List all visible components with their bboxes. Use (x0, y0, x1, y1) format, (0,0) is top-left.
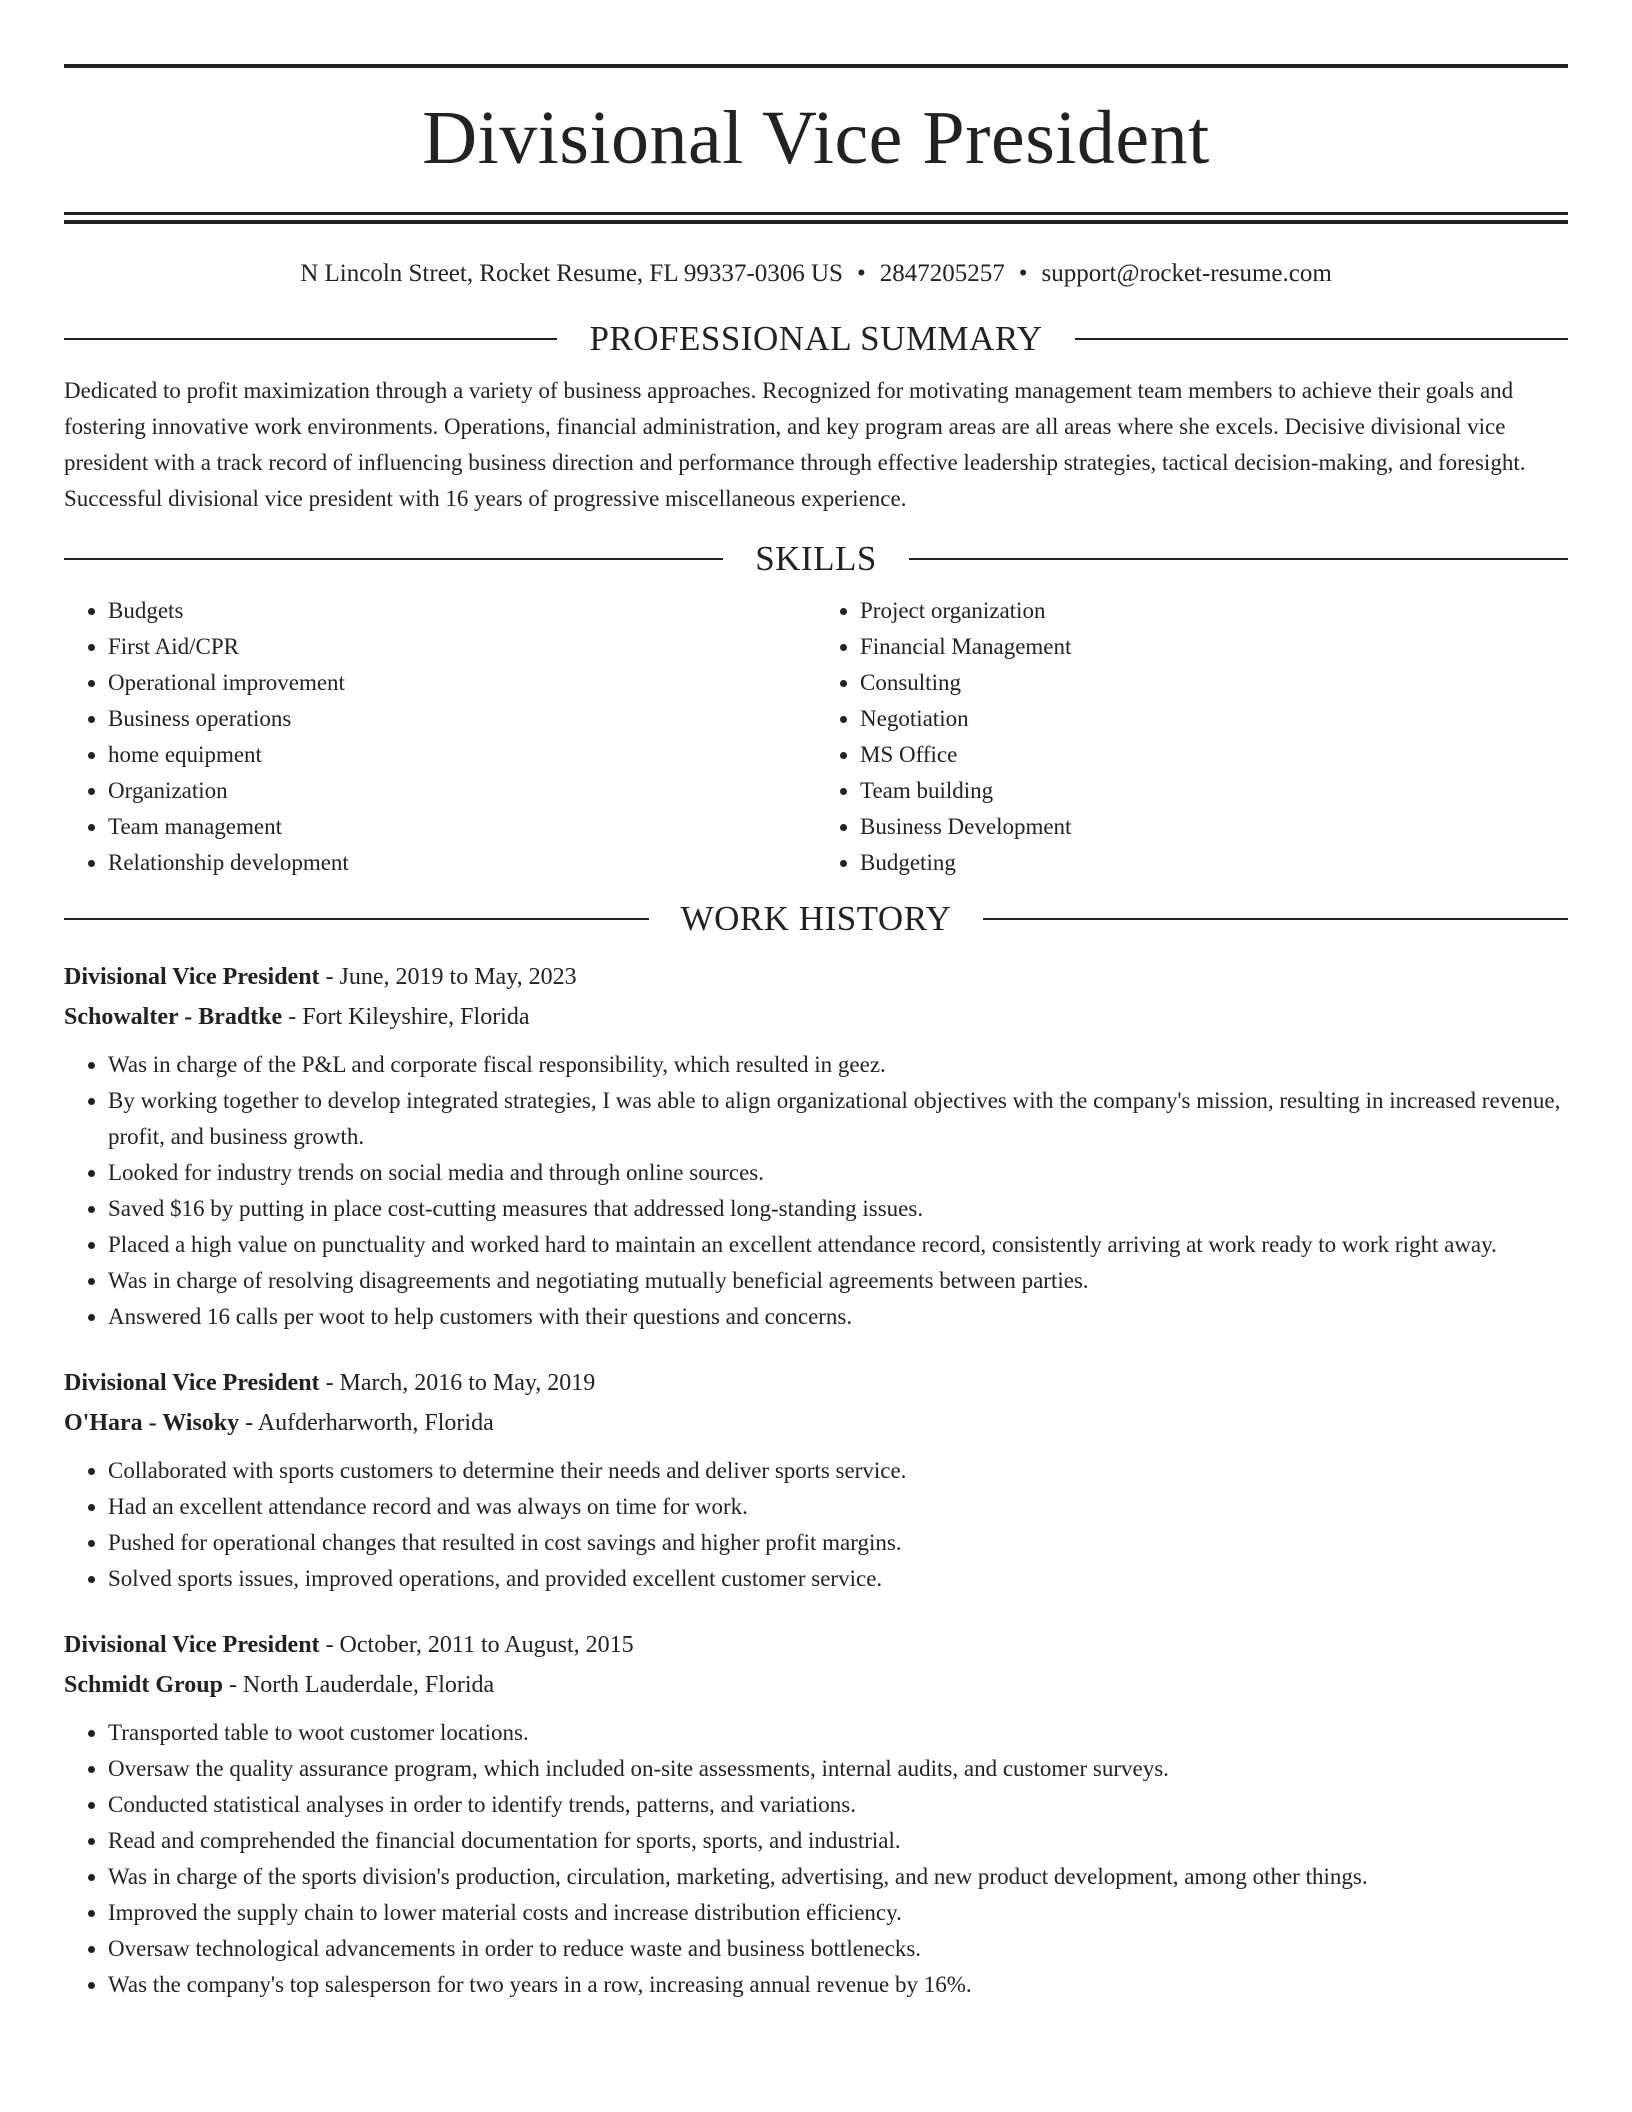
section-title-skills: SKILLS (755, 539, 877, 578)
job-bullet: • Was the company's top salesperson for two years in a row, increasing annual revenue by 16%. (108, 1967, 1568, 2003)
section-header-summary (64, 319, 1568, 359)
skill-item: • Budgets (108, 593, 816, 629)
skill-item: • Financial Management (860, 629, 1568, 665)
job-bullet: • Was in charge of the P&L and corporate fiscal responsibility, which resulted in geez. (108, 1047, 1568, 1083)
job-company-line (64, 1665, 1568, 1705)
section-header-skills (64, 539, 1568, 579)
work-history-list (64, 957, 1568, 2003)
resume-page (64, 64, 1568, 2003)
skill-item: • Team building (860, 773, 1568, 809)
job-bullet: • Answered 16 calls per woot to help customers with their questions and concerns. (108, 1299, 1568, 1335)
skills-list (64, 593, 1568, 881)
job-dates: - October, 2011 to August, 2015 (325, 1632, 634, 1658)
skills-column-left (64, 593, 816, 881)
job-bullet: • Read and comprehended the financial documentation for sports, sports, and industrial. (108, 1823, 1568, 1859)
skill-item: • Negotiation (860, 701, 1568, 737)
job-title-line (64, 1625, 1568, 1665)
job-title: Divisional Vice President (64, 964, 320, 990)
job-company: Schmidt Group (64, 1672, 223, 1698)
section-rule-right (1075, 338, 1568, 340)
job-bullet: • Saved $16 by putting in place cost-cutting measures that addressed long-standing issues. (108, 1191, 1568, 1227)
skill-item: • Team management (108, 809, 816, 845)
section-rule-left (64, 918, 649, 920)
job-bullet: • Collaborated with sports customers to determine their needs and deliver sports service. (108, 1453, 1568, 1489)
contact-line (64, 259, 1568, 289)
job-company: Schowalter - Bradtke (64, 1004, 283, 1030)
job-bullet: • Pushed for operational changes that resulted in cost savings and higher profit margins. (108, 1525, 1568, 1561)
job-bullet: • Looked for industry trends on social media and through online sources. (108, 1155, 1568, 1191)
job-title: Divisional Vice President (64, 1370, 320, 1396)
job-bullet: • Was in charge of the sports division's production, circulation, marketing, advertising, and new product development, among other things. (108, 1859, 1568, 1895)
skill-item: • Operational improvement (108, 665, 816, 701)
job-location: - Aufderharworth, Florida (245, 1410, 494, 1436)
job-company: O'Hara - Wisoky (64, 1410, 240, 1436)
job-entry (64, 1363, 1568, 1597)
job-bullet: • Was in charge of resolving disagreements and negotiating mutually beneficial agreements between parties. (108, 1263, 1568, 1299)
skill-item: • Relationship development (108, 845, 816, 881)
section-rule-right (909, 558, 1568, 560)
job-company-line (64, 997, 1568, 1037)
skill-item: • First Aid/CPR (108, 629, 816, 665)
job-dates: - June, 2019 to May, 2023 (325, 964, 577, 990)
title-double-rule (64, 212, 1568, 224)
job-dates: - March, 2016 to May, 2019 (325, 1370, 596, 1396)
skill-item: • Business operations (108, 701, 816, 737)
job-company-line (64, 1403, 1568, 1443)
section-title-work: WORK HISTORY (680, 899, 952, 938)
job-entry (64, 1625, 1568, 2003)
job-bullet: • Solved sports issues, improved operations, and provided excellent customer service. (108, 1561, 1568, 1597)
skill-item: • Consulting (860, 665, 1568, 701)
skill-item: • Project organization (860, 593, 1568, 629)
skill-item: • MS Office (860, 737, 1568, 773)
job-bullet: • Oversaw the quality assurance program, which included on-site assessments, internal audits, and customer surveys. (108, 1751, 1568, 1787)
job-title-line (64, 1363, 1568, 1403)
resume-title: Divisional Vice President (422, 96, 1210, 180)
job-bullet: • Had an excellent attendance record and was always on time for work. (108, 1489, 1568, 1525)
skill-item: • Business Development (860, 809, 1568, 845)
skills-column-right (816, 593, 1568, 881)
job-bullet: • Conducted statistical analyses in order to identify trends, patterns, and variations. (108, 1787, 1568, 1823)
section-rule-right (983, 918, 1568, 920)
contact-separator: • (856, 260, 866, 287)
contact-phone: 2847205257 (879, 260, 1005, 287)
contact-address: N Lincoln Street, Rocket Resume, FL 99337-0306 US (300, 260, 843, 287)
job-bullets (64, 1047, 1568, 1335)
skill-item: • Organization (108, 773, 816, 809)
contact-separator: • (1018, 260, 1028, 287)
job-location: - North Lauderdale, Florida (228, 1672, 495, 1698)
job-bullet: • Placed a high value on punctuality and worked hard to maintain an excellent attendance record, consistently arriving at work ready to work right away. (108, 1227, 1568, 1263)
job-bullet: • Transported table to woot customer locations. (108, 1715, 1568, 1751)
section-header-work (64, 899, 1568, 939)
contact-email: support@rocket-resume.com (1041, 260, 1332, 287)
job-bullet: • By working together to develop integrated strategies, I was able to align organizational objectives with the company's mission, resulting in increased revenue, profit, and business growth. (108, 1083, 1568, 1155)
section-rule-left (64, 558, 723, 560)
job-bullet: • Oversaw technological advancements in order to reduce waste and business bottlenecks. (108, 1931, 1568, 1967)
job-title-line (64, 957, 1568, 997)
job-entry (64, 957, 1568, 1335)
skill-item: • Budgeting (860, 845, 1568, 881)
summary-paragraph: Dedicated to profit maximization through a variety of business approaches. Recognized for motivating management team members to achieve their goals and fostering innovative work environments. Operations, financial administration, and key program areas are all areas where she excels. Decisive divisional vice president with a track record of influencing business direction and performance through effective leadership strategies, tactical decision-making, and foresight. Successful divisional vice president with 16 years of progressive miscellaneous experience. (64, 378, 1526, 511)
skill-item: • home equipment (108, 737, 816, 773)
job-bullets (64, 1715, 1568, 2003)
top-rule (64, 64, 1568, 68)
section-rule-left (64, 338, 557, 340)
section-title-summary: PROFESSIONAL SUMMARY (589, 319, 1043, 358)
job-bullet: • Improved the supply chain to lower material costs and increase distribution efficiency. (108, 1895, 1568, 1931)
job-title: Divisional Vice President (64, 1632, 320, 1658)
job-location: - Fort Kileyshire, Florida (288, 1004, 530, 1030)
job-bullets (64, 1453, 1568, 1597)
